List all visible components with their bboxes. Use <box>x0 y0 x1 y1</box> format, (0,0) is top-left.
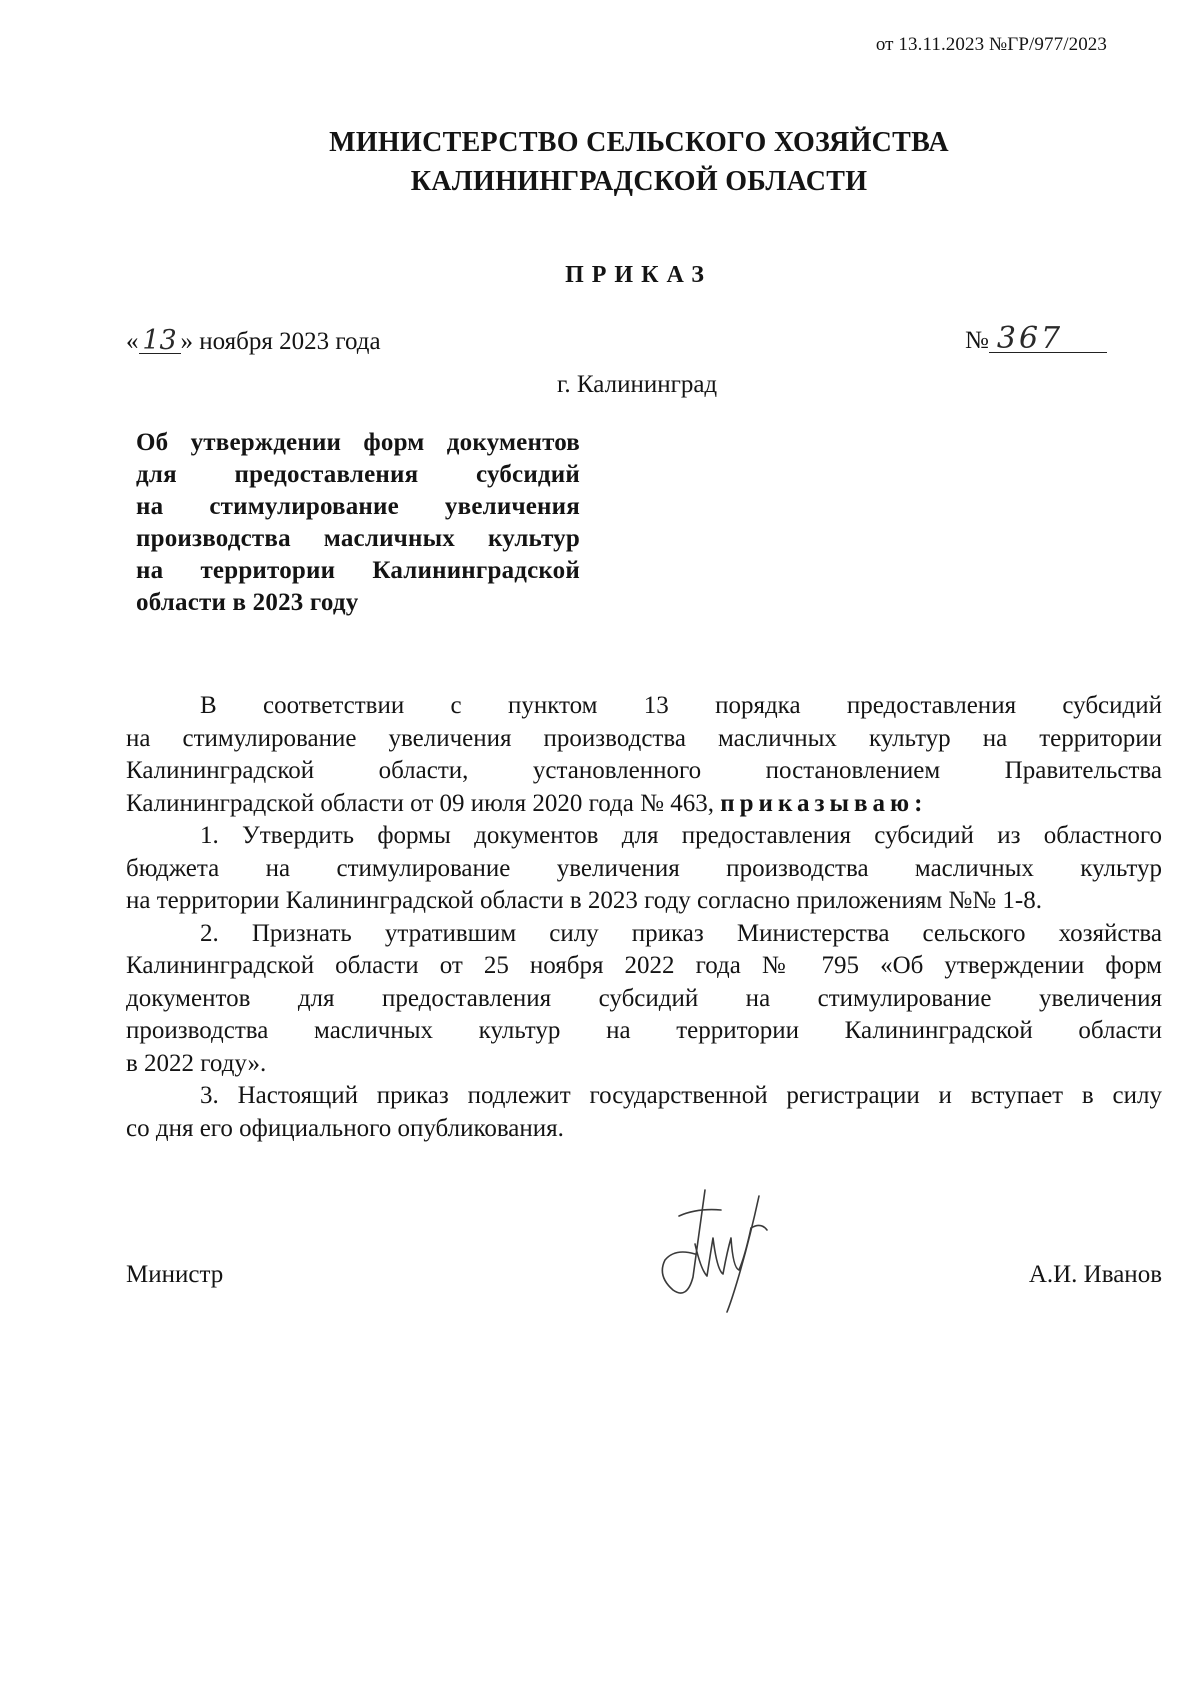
title-line: на стимулирование увеличения <box>136 493 580 520</box>
item-3-line: со дня его официального опубликования. <box>126 1114 564 1142</box>
item-2-line: Калининградской области от 25 ноября 2022 года № 795 «Об утверждении форм <box>126 952 1162 979</box>
order-city: г. Калининград <box>557 371 718 398</box>
ministry-heading <box>0 123 1200 201</box>
title-line: на территории Калининградской <box>136 557 580 584</box>
title-line: для предоставления субсидий <box>136 461 580 488</box>
order-number <box>965 321 1107 356</box>
item-1-line: 1. Утвердить формы документов для предоставления субсидий из областного <box>200 822 1162 849</box>
number-value-handwritten: 367 <box>989 326 1107 353</box>
date-day-handwritten: 13 <box>139 329 181 354</box>
order-title <box>136 427 580 619</box>
number-prefix: № <box>965 327 989 354</box>
body-line: В соответствии с пунктом 13 порядка предоставления субсидий <box>200 692 1162 719</box>
item-1-line: бюджета на стимулирование увеличения производства масличных культур <box>126 854 1162 882</box>
date-month-year: ноября 2023 года <box>199 328 381 355</box>
title-line: области в 2023 году <box>136 589 359 616</box>
item-2-line: документов для предоставления субсидий на стимулирование увеличения <box>126 984 1162 1012</box>
order-date <box>126 325 381 356</box>
date-open-quote: « <box>126 328 139 355</box>
body-line: на стимулирование увеличения производства масличных культур на территории <box>126 724 1162 752</box>
item-3-line: 3. Настоящий приказ подлежит государственной регистрации и вступает в силу <box>200 1082 1162 1109</box>
order-word: приказываю: <box>720 789 928 817</box>
document-type-heading: ПРИКАЗ <box>565 262 712 288</box>
ministry-line-1: МИНИСТЕРСТВО СЕЛЬСКОГО ХОЗЯЙСТВА <box>329 127 949 158</box>
registration-reference: от 13.11.2023 №ГР/977/2023 <box>875 34 1107 55</box>
ministry-line-2: КАЛИНИНГРАДСКОЙ ОБЛАСТИ <box>410 166 868 197</box>
item-2-line: 2. Признать утратившим силу приказ Министерства сельского хозяйства <box>200 919 1162 947</box>
handwritten-signature <box>635 1172 785 1317</box>
signatory-position: Министр <box>126 1261 224 1288</box>
item-2-line: в 2022 году». <box>126 1049 267 1077</box>
signatory-name: А.И. Иванов <box>1028 1261 1162 1288</box>
item-1-line: на территории Калининградской области в 2023 году согласно приложениям №№ 1-8. <box>126 887 1042 914</box>
order-body <box>126 690 1162 1145</box>
body-line <box>126 788 1162 821</box>
title-line: Об утверждении форм документов <box>136 429 580 456</box>
body-line: Калининградской области, установленного постановлением Правительства <box>126 757 1162 784</box>
date-close-quote: » <box>180 328 193 355</box>
item-2-line: производства масличных культур на территории Калининградской области <box>126 1017 1162 1044</box>
title-line: производства масличных культур <box>136 525 580 552</box>
preamble-end: Калининградской области от 09 июля 2020 года № 463, <box>126 789 714 817</box>
